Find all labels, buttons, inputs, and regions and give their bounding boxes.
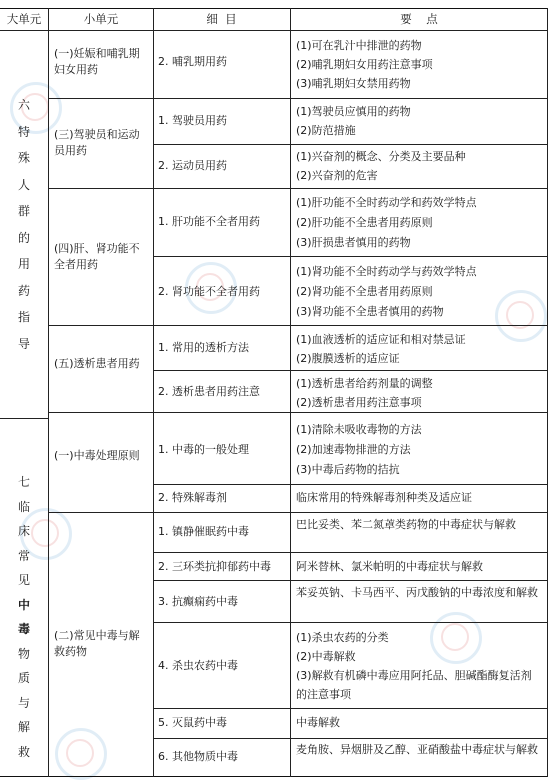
points-dialysis-precautions: (1)透析患者给药剂量的调整 (2)透析患者用药注意事项 — [296, 377, 433, 409]
points-driver: (1)驾驶员应慎用的药物 (2)防范措施 — [296, 105, 411, 137]
item-dialysis-methods: 1. 常用的透析方法 — [158, 341, 249, 354]
subunit-liver-kidney: (四)肝、肾功能不全者用药 — [54, 242, 140, 271]
subunit-drivers-athletes: (三)驾驶员和运动员用药 — [54, 128, 140, 157]
item-kidney-drugs: 2. 肾功能不全者用药 — [158, 285, 260, 298]
item-other-poisoning: 6. 其他物质中毒 — [158, 750, 238, 763]
item-special-antidotes: 2. 特殊解毒剂 — [158, 491, 227, 504]
subunit-poisoning-principles: (一)中毒处理原则 — [54, 449, 140, 462]
item-athlete-drugs: 2. 运动员用药 — [158, 159, 227, 172]
subunit-common-poisoning: (二)常见中毒与解救药物 — [54, 629, 140, 658]
header-subunit: 小单元 — [83, 12, 119, 26]
item-general-treatment: 1. 中毒的一般处理 — [158, 443, 249, 456]
item-rodenticide-poisoning: 5. 灭鼠药中毒 — [158, 716, 227, 729]
points-athlete: (1)兴奋剂的概念、分类及主要品种 (2)兴奋剂的危害 — [296, 150, 466, 182]
item-pesticide-poisoning: 4. 杀虫农药中毒 — [158, 659, 238, 672]
item-dialysis-precautions: 2. 透析患者用药注意 — [158, 385, 260, 398]
header-unit: 大单元 — [6, 12, 42, 26]
watermark-logo — [55, 728, 107, 780]
points-rodenticide: 中毒解救 — [296, 716, 340, 729]
item-sedative-poisoning: 1. 镇静催眠药中毒 — [158, 525, 249, 538]
unit-7-title: 七 临 床 常 见 中 毒 物 质 与 解 救 — [17, 475, 30, 759]
points-special-antidotes: 临床常用的特殊解毒剂种类及适应证 — [296, 491, 472, 504]
item-antiepileptic-poisoning: 3. 抗癫痫药中毒 — [158, 595, 238, 608]
points-pesticide: (1)杀虫农药的分类 (2)中毒解救 (3)解救有机磷中毒应用阿托品、胆碱酯酶复活剂的注意事项 — [296, 631, 532, 701]
unit-6-title: 六 特 殊 人 群 的 用 药 指 导 — [17, 98, 30, 351]
points-other: 麦角胺、异烟肼及乙醇、亚硝酸盐中毒症状与解救 — [296, 743, 538, 756]
points-lactation: (1)可在乳汁中排泄的药物 (2)哺乳期妇女用药注意事项 (3)哺乳期妇女禁用药物 — [296, 39, 433, 90]
watermark-logo — [495, 290, 547, 342]
subunit-dialysis: (五)透析患者用药 — [54, 357, 140, 370]
item-driver-drugs: 1. 驾驶员用药 — [158, 114, 227, 127]
item-lactation-drugs: 2. 哺乳期用药 — [158, 55, 227, 68]
points-general-treatment: (1)清除未吸收毒物的方法 (2)加速毒物排泄的方法 (3)中毒后药物的拮抗 — [296, 423, 422, 476]
item-tricyclic-poisoning: 2. 三环类抗抑郁药中毒 — [158, 560, 271, 573]
header-points: 要 点 — [400, 12, 438, 26]
subunit-pregnancy-lactation: (一)妊娠和哺乳期妇女用药 — [54, 47, 140, 76]
points-sedative: 巴比妥类、苯二氮䓬类药物的中毒症状与解救 — [296, 518, 516, 531]
points-antiepileptic: 苯妥英钠、卡马西平、丙戊酸钠的中毒浓度和解救 — [296, 586, 538, 599]
points-tricyclic: 阿米替林、氯米帕明的中毒症状与解救 — [296, 560, 483, 573]
header-item: 细 目 — [206, 12, 237, 26]
points-dialysis-methods: (1)血液透析的适应证和相对禁忌证 (2)腹膜透析的适应证 — [296, 333, 466, 365]
points-liver: (1)肝功能不全时药动学和药效学特点 (2)肝功能不全患者用药原则 (3)肝损患者慎用的药物 — [296, 196, 477, 249]
item-liver-drugs: 1. 肝功能不全者用药 — [158, 215, 260, 228]
points-kidney: (1)肾功能不全时药动学与药效学特点 (2)肾功能不全患者用药原则 (3)肾功能不全患者慎用的药物 — [296, 265, 477, 318]
